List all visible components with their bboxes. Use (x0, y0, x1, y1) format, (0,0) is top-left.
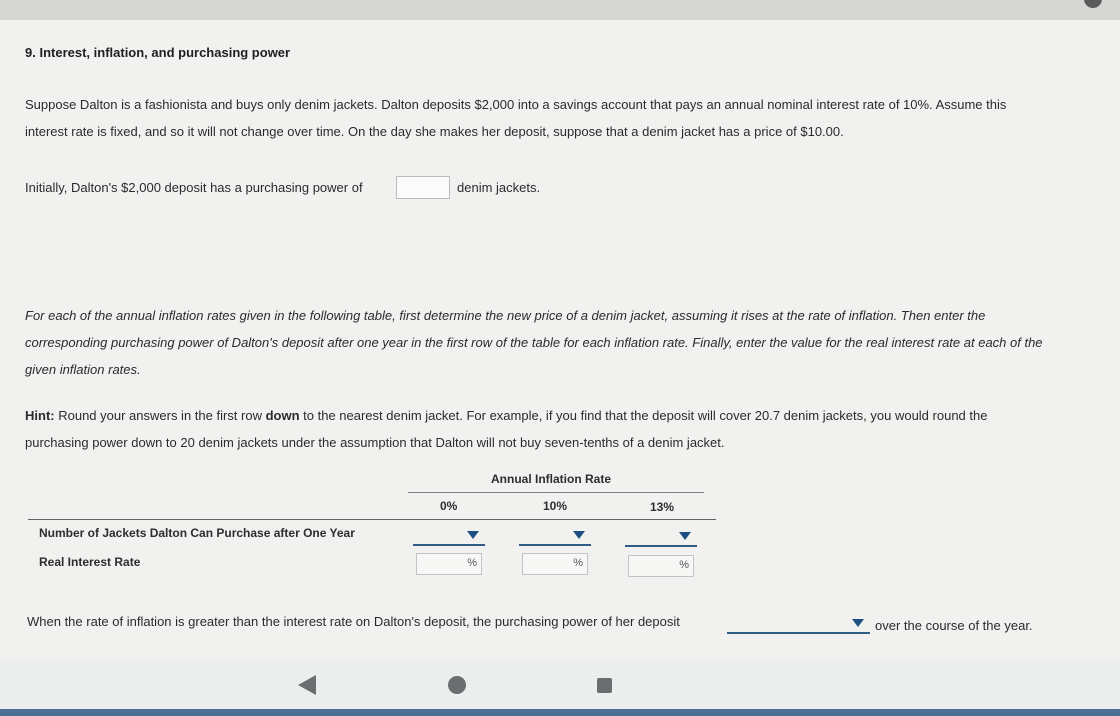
column-header-13: 13% (650, 500, 675, 514)
top-bar (0, 0, 1120, 20)
real-rate-input-10[interactable] (522, 553, 588, 575)
hint-line-2: purchasing power down to 20 denim jackets under the assumption that Dalton will not buy seven-tenths of a denim jacket. (25, 435, 725, 450)
column-header-10: 10% (543, 499, 568, 513)
jackets-dropdown-13[interactable] (625, 531, 697, 547)
jackets-dropdown-0[interactable] (413, 530, 485, 546)
intro-line-2: interest rate is fixed, and so it will not change over time. On the day she makes her deposit, suppose that a denim jacket has a price of $10.00. (25, 124, 844, 139)
home-circle-icon[interactable] (448, 676, 466, 694)
column-header-0: 0% (440, 499, 458, 513)
instructions-paragraph (25, 302, 1105, 383)
hint-label: Hint: (25, 408, 55, 423)
initially-prefix: Initially, Dalton's $2,000 deposit has a purchasing power of (25, 180, 363, 195)
intro-paragraph (25, 91, 1100, 145)
hint-text-1: Round your answers in the first row (54, 408, 266, 423)
percent-symbol: % (467, 557, 477, 569)
row-label-jackets: Number of Jackets Dalton Can Purchase after One Year (39, 526, 355, 540)
instructions-line-2: corresponding purchasing power of Dalton's deposit after one year in the first row of the table for each inflation rate. Finally, enter the value for the real interest rate at each of the (25, 335, 1043, 350)
instructions-line-3: given inflation rates. (25, 362, 141, 377)
jackets-dropdown-10[interactable] (519, 530, 591, 546)
question-title: 9. Interest, inflation, and purchasing power (25, 45, 291, 60)
percent-symbol: % (679, 559, 689, 571)
final-suffix: over the course of the year. (875, 618, 1033, 633)
real-rate-input-13[interactable] (628, 555, 694, 577)
purchasing-power-change-dropdown[interactable] (727, 618, 870, 634)
caret-down-icon (679, 532, 691, 540)
caret-down-icon (573, 531, 585, 539)
header-divider (408, 492, 704, 493)
real-rate-input-0[interactable] (416, 553, 482, 575)
table-divider (28, 519, 716, 520)
hint-line-1 (25, 402, 1105, 429)
intro-line-1: Suppose Dalton is a fashionista and buys only denim jackets. Dalton deposits $2,000 into a savings account that pays an annual nominal interest rate of 10%. Assume this (25, 97, 1007, 112)
recent-square-icon[interactable] (597, 678, 612, 693)
bottom-strip (0, 709, 1120, 716)
caret-down-icon (852, 619, 864, 627)
back-triangle-icon[interactable] (298, 675, 316, 695)
hint-down-word: down (265, 408, 300, 423)
table-group-header: Annual Inflation Rate (491, 472, 611, 486)
hint-paragraph (25, 402, 1105, 456)
system-nav-bar (0, 660, 1120, 716)
settings-icon[interactable] (1084, 0, 1102, 8)
hint-text-2: to the nearest denim jacket. For example, if you find that the deposit will cover 20.7 denim jackets, you would round the (299, 408, 988, 423)
initial-purchasing-power-input[interactable] (396, 176, 450, 199)
caret-down-icon (467, 531, 479, 539)
initially-suffix: denim jackets. (457, 180, 541, 195)
instructions-line-1: For each of the annual inflation rates given in the following table, first determine the new price of a denim jacket, assuming it rises at the rate of inflation. Then enter the (25, 308, 986, 323)
percent-symbol: % (573, 557, 583, 569)
final-prefix: When the rate of inflation is greater than the interest rate on Dalton's deposit, the purchasing power of her deposit (27, 614, 680, 629)
row-label-real-rate: Real Interest Rate (39, 555, 141, 569)
